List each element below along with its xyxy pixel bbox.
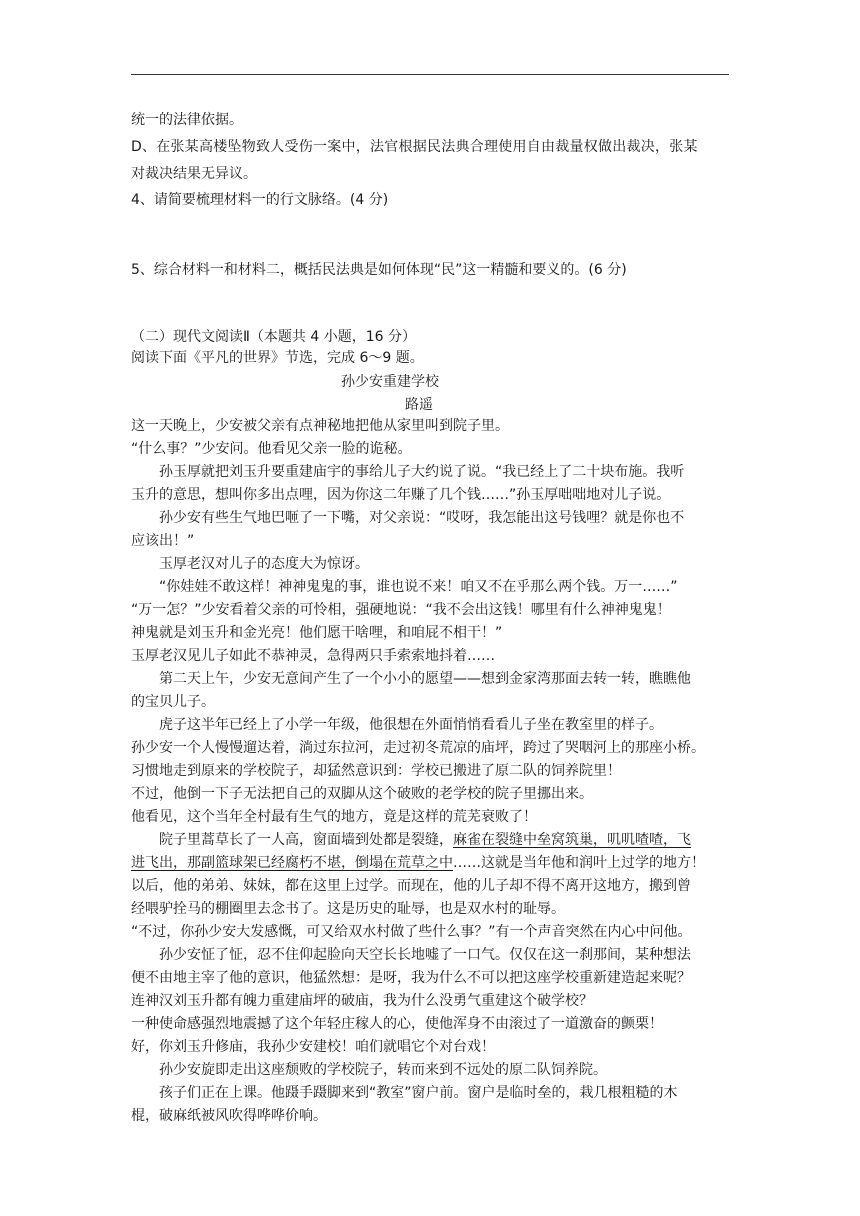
paragraph: 好，你刘玉升修庙，我孙少安建校！咱们就唱它个对台戏！ [131, 1039, 495, 1055]
paragraph: “什么事？”少安问。他看见父亲一脸的诡秘。 [131, 441, 412, 457]
paragraph: 应该出！” [131, 533, 195, 549]
paragraph: 孩子们正在上课。他蹑手蹑脚来到“教室”窗户前。窗户是临时垒的，栽几根粗糙的木 [159, 1085, 678, 1101]
reading-instructions: 阅读下面《平凡的世界》节选，完成 6～9 题。 [131, 350, 424, 366]
underlined-text: 进飞出，那副篮球架已经腐朽不堪，倒塌在荒草之中 [131, 855, 453, 871]
question3-tail: 统一的法律依据。 [131, 112, 243, 128]
paragraph: 以后，他的弟弟、妹妹，都在这里上过学。而现在，他的儿子却不得不离开这地方，搬到曾 [131, 878, 691, 894]
passage-title: 孙少安重建学校 [341, 374, 439, 390]
paragraph: 这一天晚上，少安被父亲有点神秘地把他从家里叫到院子里。 [131, 418, 509, 434]
paragraph: 不过，他倒一下子无法把自己的双脚从这个破败的老学校的院子里挪出来。 [131, 786, 593, 802]
paragraph: 神鬼就是刘玉升和金光亮！他们愿干啥哩，和咱屁不相干！” [131, 625, 503, 641]
question3-option-d-cont: 对裁决结果无异议。 [131, 166, 257, 182]
paragraph: 便不由地主宰了他的意识，他猛然想：是呀，我为什么不可以把这座学校重新建造起来呢？ [131, 970, 691, 986]
paragraph: “你娃娃不敢这样！神神鬼鬼的事，谁也说不来！咱又不在乎那么两个钱。万一……” [159, 579, 678, 595]
paragraph: 孙少安怔了怔，忍不住仰起脸向天空长长地嘘了一口气。仅仅在这一刹那间，某种想法 [159, 947, 691, 963]
paragraph [159, 830, 691, 852]
paragraph: 玉厚老汉见儿子如此不恭神灵，急得两只手索索地抖着…… [131, 648, 495, 664]
paragraph: 他看见，这个当年全村最有生气的地方，竟是这样的荒芜衰败了！ [131, 809, 537, 825]
paragraph-text: ……这就是当年他和润叶上过学的地方！ [453, 855, 705, 871]
paragraph: 棍，破麻纸被风吹得哗哗价响。 [131, 1108, 327, 1124]
paragraph: 连神汉刘玉升都有魄力重建庙坪的破庙，我为什么没勇气重建这个破学校？ [131, 993, 593, 1009]
paragraph: 孙少安有些生气地巴咂了一下嘴，对父亲说：“哎呀，我怎能出这号钱哩？就是你也不 [159, 510, 685, 526]
paragraph: 习惯地走到原来的学校院子，却猛然意识到：学校已搬进了原二队的饲养院里！ [131, 763, 621, 779]
paragraph: 孙少安旋即走出这座颓败的学校院子，转而来到不远处的原二队饲养院。 [159, 1062, 607, 1078]
paragraph: “万一怎？”少安看着父亲的可怜相，强硬地说：“我不会出这钱！哪里有什么神神鬼鬼！ [131, 602, 671, 618]
paragraph: 一种使命感强烈地震撼了这个年轻庄稼人的心，使他浑身不由滚过了一道激奋的颤栗！ [131, 1016, 663, 1032]
paragraph: 的宝贝儿子。 [131, 694, 215, 710]
paragraph: 经喂驴拴马的棚圈里去念书了。这是历史的耻辱，也是双水村的耻辱。 [131, 901, 565, 917]
section-heading: （二）现代文阅读Ⅱ（本题共 4 小题，16 分） [131, 329, 416, 345]
header-rule [131, 74, 729, 75]
paragraph-text: 院子里蒿草长了一人高，窗面墙到处都是裂缝， [159, 832, 453, 848]
question3-option-d: D、在张某高楼坠物致人受伤一案中，法官根据民法典合理使用自由裁量权做出裁决，张某 [131, 139, 698, 155]
question5: 5、综合材料一和材料二，概括民法典是如何体现“民”这一精髓和要义的。(6 分) [131, 262, 627, 278]
paragraph: “不过，你孙少安大发感慨，可又给双水村做了些什么事？”有一个声音突然在内心中问他。 [131, 924, 692, 940]
paragraph [131, 853, 705, 875]
paragraph: 虎子这半年已经上了小学一年级，他很想在外面悄悄看看儿子坐在教室里的样子。 [159, 717, 663, 733]
paragraph: 玉升的意思，想叫你多出点哩，因为你这二年赚了几个钱……”孙玉厚咄咄地对儿子说。 [131, 487, 671, 503]
paragraph: 玉厚老汉对儿子的态度大为惊讶。 [159, 556, 369, 572]
paragraph: 孙少安一个人慢慢遛达着，淌过东拉河，走过初冬荒凉的庙坪，跨过了哭咽河上的那座小桥。 [131, 740, 705, 756]
underlined-text: 麻雀在裂缝中垒窝筑巢，叽叽喳喳，飞 [453, 832, 691, 848]
passage-author: 路遥 [405, 397, 433, 413]
paragraph: 第二天上午，少安无意间产生了一个小小的愿望——想到金家湾那面去转一转，瞧瞧他 [159, 671, 691, 687]
paragraph: 孙玉厚就把刘玉升要重建庙宇的事给儿子大约说了说。“我已经上了二十块布施。我听 [159, 464, 685, 480]
question4: 4、请简要梳理材料一的行文脉络。(4 分) [131, 192, 389, 208]
